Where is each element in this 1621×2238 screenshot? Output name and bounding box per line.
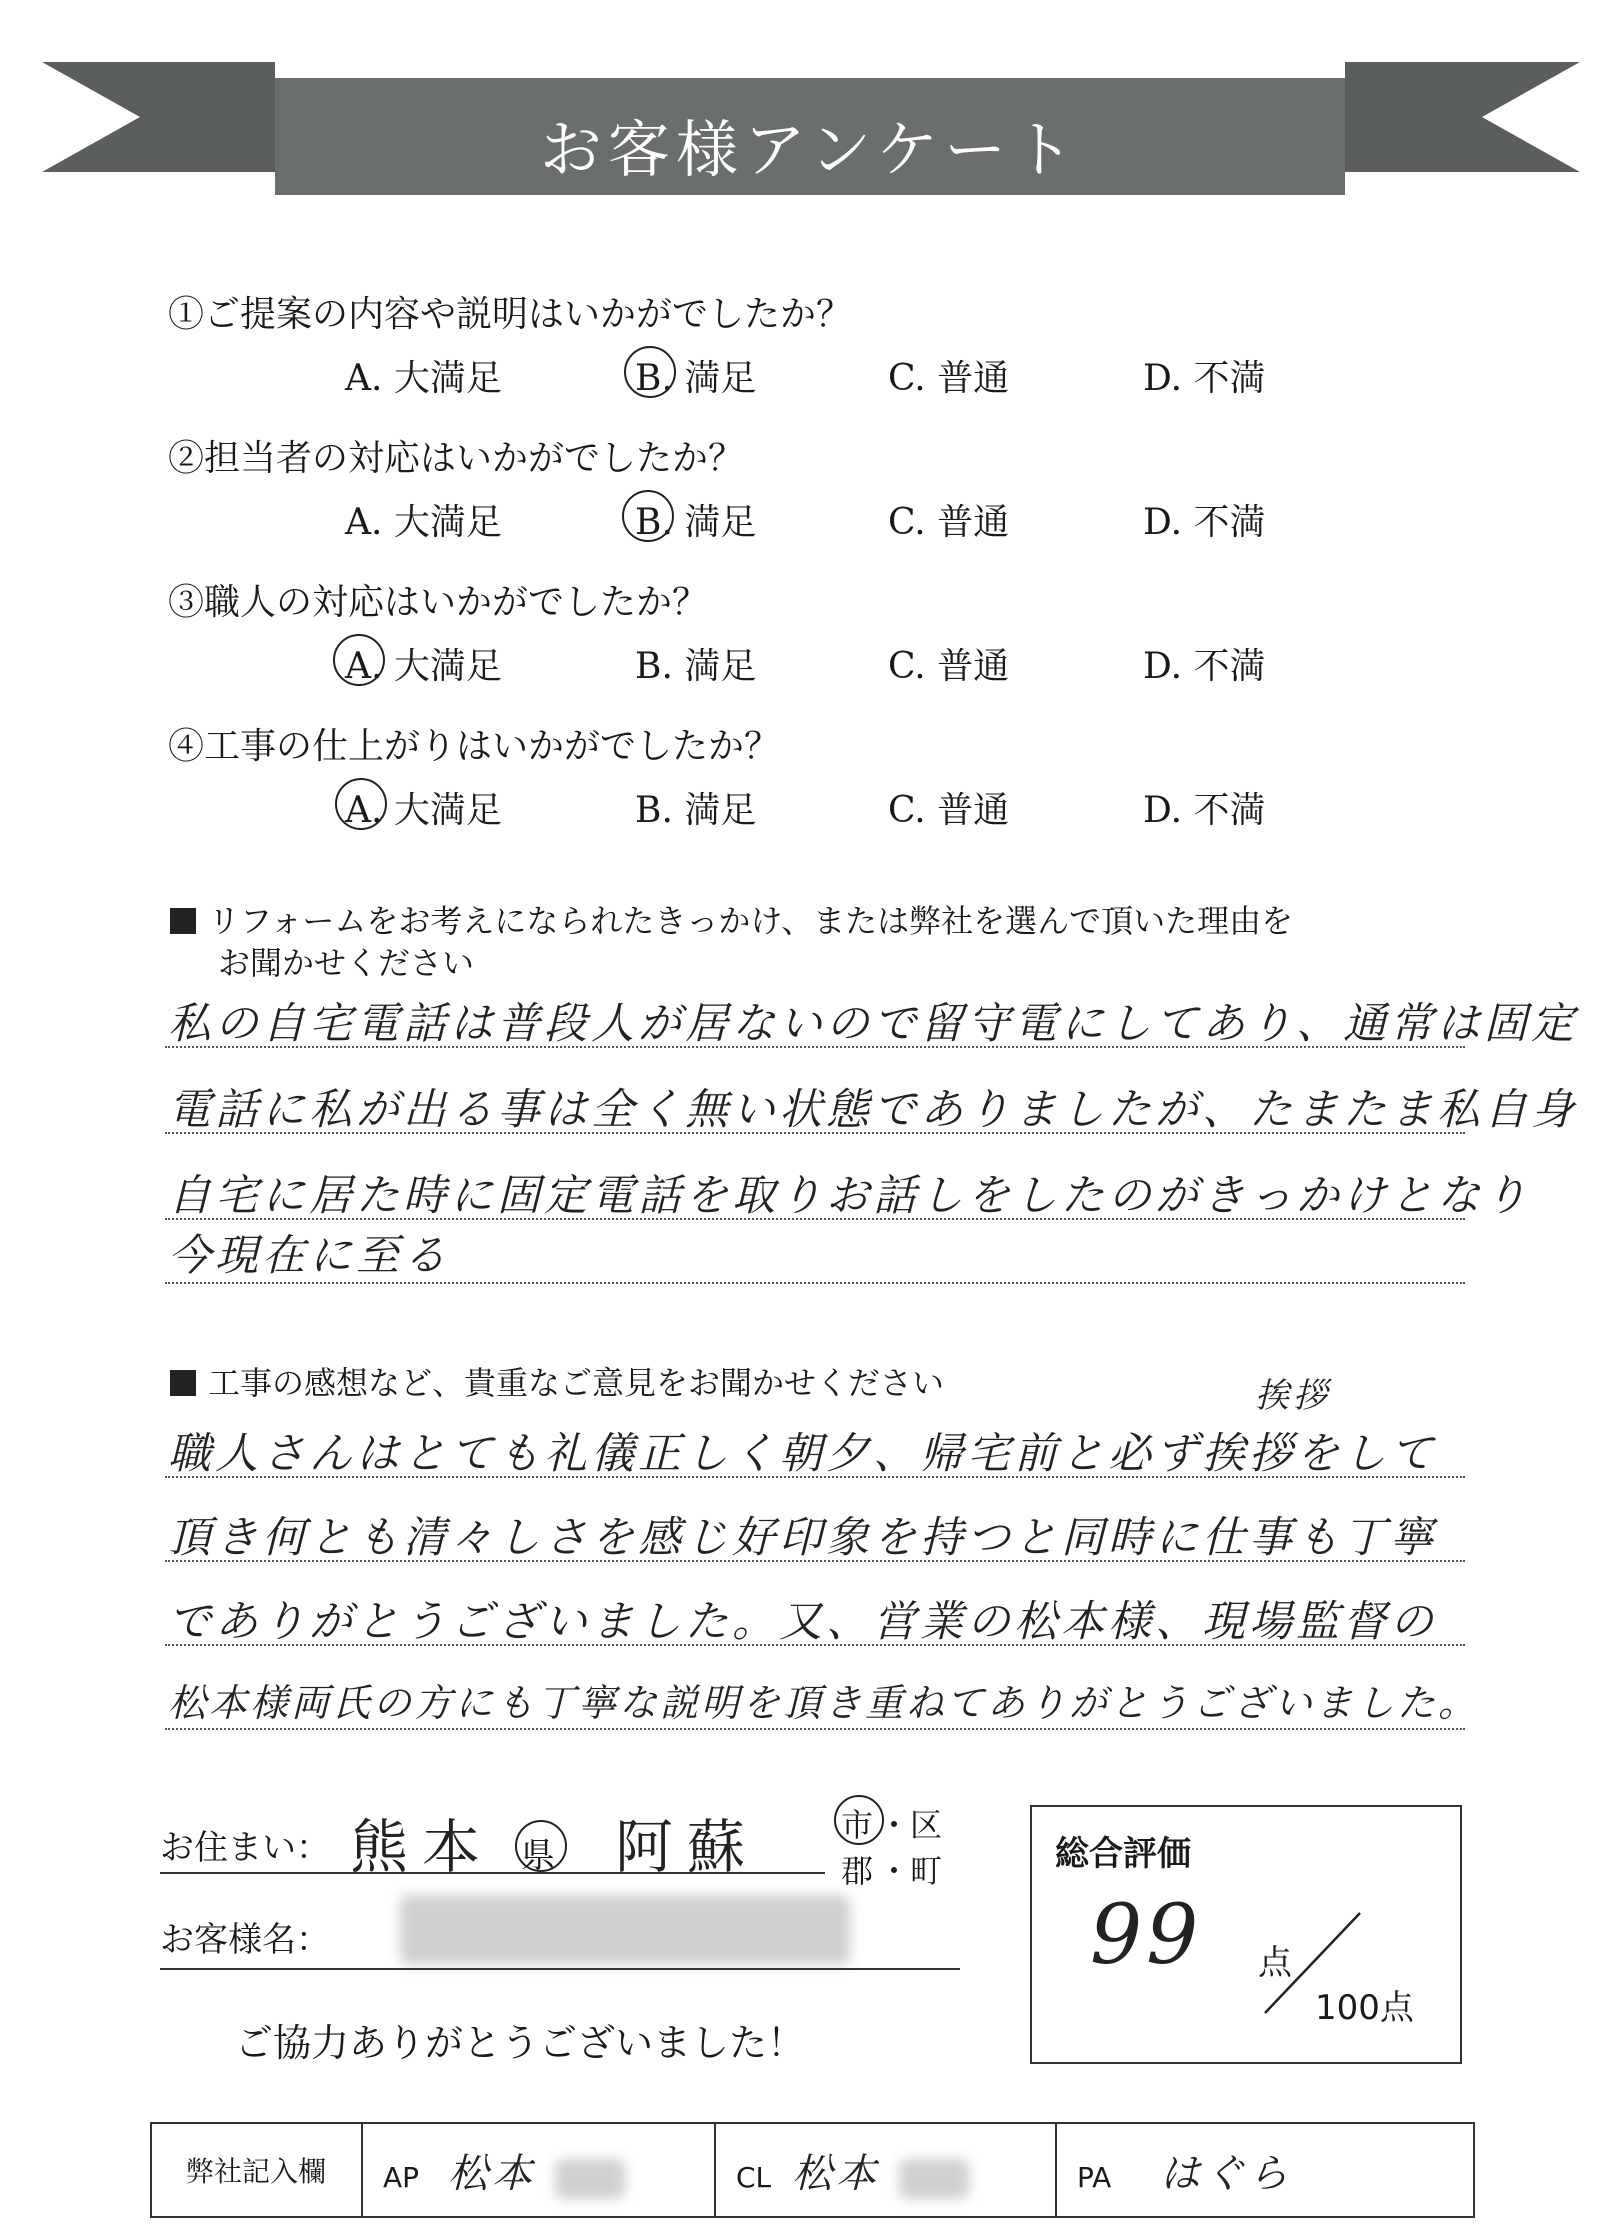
q4-option-a[interactable]: A. 大満足 (345, 790, 502, 831)
q2-option-c[interactable]: C. 普通 (888, 502, 1010, 543)
section1-answer-line-2: 電話に私が出る事は全く無い状態でありましたが、たまたま私自身 (168, 1085, 1578, 1135)
ap-label: AP (383, 2160, 420, 2194)
office-pa-cell (1056, 2123, 1474, 2217)
address-cho: ・町 (878, 1852, 943, 1890)
q3-option-b[interactable]: B. 満足 (635, 646, 757, 687)
dotted-rule (165, 1218, 1465, 1220)
dotted-rule (165, 1644, 1465, 1646)
redacted-customer-name (400, 1895, 850, 1965)
q3-option-a[interactable]: A. 大満足 (345, 646, 502, 687)
address-city-mark: 市 (841, 1806, 874, 1844)
dotted-rule (165, 1476, 1465, 1478)
rating-score: 99 (1090, 1888, 1203, 1983)
section1-answer-line-3: 自宅に居た時に固定電話を取りお話しをしたのがきっかけとなり (168, 1171, 1531, 1221)
q2-option-d[interactable]: D. 不満 (1143, 502, 1266, 543)
dotted-rule (165, 1046, 1465, 1048)
q2-option-b[interactable]: B. 満足 (635, 502, 757, 543)
dotted-rule (165, 1282, 1465, 1284)
section2-answer-line-3: でありがとうございました。又、営業の松本様、現場監督の (168, 1597, 1437, 1647)
q4-selection-circle (335, 778, 387, 830)
page-title: お客様アンケート (539, 113, 1081, 186)
cl-value: 松本 (792, 2150, 881, 2197)
q1-option-b[interactable]: B. 満足 (635, 358, 757, 399)
dotted-rule (165, 1728, 1465, 1730)
customer-name-underline (160, 1968, 960, 1970)
q3-option-d[interactable]: D. 不満 (1143, 646, 1266, 687)
dotted-rule (165, 1132, 1465, 1134)
q1-option-c[interactable]: C. 普通 (888, 358, 1010, 399)
section2-answer-line-1: 職人さんはとても礼儀正しく朝夕、帰宅前と必ず挨拶をして (168, 1429, 1437, 1479)
pa-value: はぐら (1160, 2150, 1293, 2197)
q2-selection-circle (622, 490, 674, 542)
square-bullet-icon (170, 908, 196, 934)
address-underline (160, 1872, 825, 1874)
section2-heading: 工事の感想など、貴重なご意見をお聞かせください (170, 1358, 944, 1404)
rating-label: 総合評価 (1055, 1834, 1191, 1874)
address-ku: ・区 (878, 1806, 943, 1844)
city-circle (834, 1795, 884, 1845)
section1-answer-line-4: 今現在に至る (168, 1231, 450, 1281)
address-city: 阿蘇 (615, 1813, 760, 1881)
section2-answer-line-2: 頂き何とも清々しさを感じ好印象を持つと同時に仕事も丁寧 (168, 1513, 1437, 1563)
pref-circle (515, 1820, 567, 1872)
address-gun: 郡 (841, 1852, 874, 1890)
office-ap-cell (362, 2123, 715, 2217)
q4-option-b[interactable]: B. 満足 (635, 790, 757, 831)
q3-option-c[interactable]: C. 普通 (888, 646, 1010, 687)
address-pref-mark: 県 (521, 1836, 555, 1876)
office-use-table (150, 2122, 1475, 2218)
question-4: ④工事の仕上がりはいかがでしたか？ (168, 726, 781, 767)
address-prefecture: 熊本 (350, 1813, 495, 1881)
redacted-ap (555, 2159, 625, 2199)
office-label: 弊社記入欄 (151, 2123, 362, 2217)
rating-unit: 点 (1258, 1943, 1292, 1983)
square-bullet-icon (170, 1370, 196, 1396)
dotted-rule (165, 1560, 1465, 1562)
q3-selection-circle (333, 634, 385, 686)
rating-max: 100点 (1315, 1988, 1414, 2028)
office-cl-cell (715, 2123, 1056, 2217)
customer-name-label: お客様名： (160, 1920, 330, 1960)
ap-value: 松本 (447, 2150, 536, 2197)
q4-option-d[interactable]: D. 不満 (1143, 790, 1266, 831)
cl-label: CL (736, 2160, 772, 2194)
question-2: ②担当者の対応はいかがでしたか？ (168, 438, 745, 479)
redacted-cl (899, 2159, 969, 2199)
pa-label: PA (1077, 2160, 1112, 2194)
thanks-message: ご協力ありがとうございました！ (235, 2021, 806, 2065)
question-3: ③職人の対応はいかがでしたか？ (168, 582, 709, 623)
section2-answer-line-4: 松本様両氏の方にも丁寧な説明を頂き重ねてありがとうございました。 (168, 1681, 1480, 1725)
section1-heading: リフォームをお考えになられたきっかけ、または弊社を選んで頂いた理由を (170, 896, 1293, 942)
section1-heading-line2: お聞かせください (218, 944, 475, 982)
q2-option-a[interactable]: A. 大満足 (345, 502, 502, 543)
q1-option-d[interactable]: D. 不満 (1143, 358, 1266, 399)
question-1: ①ご提案の内容や説明はいかがでしたか？ (168, 294, 853, 335)
q1-selection-circle (624, 346, 676, 398)
q1-option-a[interactable]: A. 大満足 (345, 358, 502, 399)
address-label: お住まい： (160, 1828, 330, 1868)
section2-annotation: 挨拶 (1255, 1376, 1331, 1416)
section1-answer-line-1: 私の自宅電話は普段人が居ないので留守電にしてあり、通常は固定 (168, 999, 1578, 1049)
q4-option-c[interactable]: C. 普通 (888, 790, 1010, 831)
